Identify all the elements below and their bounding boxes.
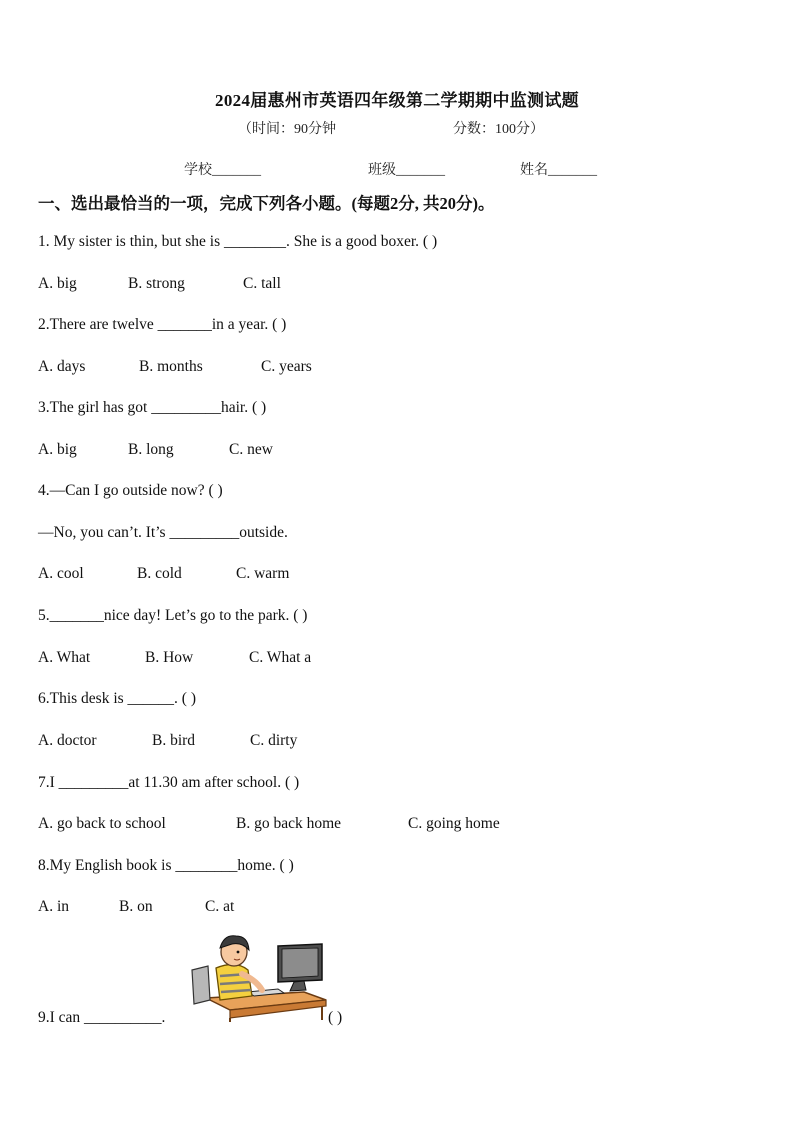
- question-4-options: [38, 565, 289, 583]
- option-c: C. new: [229, 441, 273, 458]
- option-a: A. go back to school: [38, 815, 166, 832]
- question-3: 3.The girl has got _________hair. ( ): [38, 399, 267, 416]
- option-b: B. long: [128, 441, 174, 458]
- option-b: B. cold: [137, 565, 182, 582]
- question-4-reply: —No, you can’t. It’s _________outside.: [38, 524, 288, 541]
- question-9: 9.I can __________.: [38, 1009, 166, 1026]
- option-c: C. tall: [243, 275, 281, 292]
- class-field: 班级_______: [368, 163, 445, 178]
- option-a: A. doctor: [38, 732, 97, 749]
- option-c: C. warm: [236, 565, 290, 582]
- option-a: A. big: [38, 275, 77, 292]
- option-c: C. years: [261, 358, 312, 375]
- question-9-answer-parens: ( ): [328, 1009, 343, 1026]
- option-b: B. strong: [128, 275, 185, 292]
- question-6: 6.This desk is ______. ( ): [38, 690, 197, 707]
- option-c: C. What a: [249, 649, 312, 666]
- option-c: C. going home: [408, 815, 500, 832]
- question-2: 2.There are twelve _______in a year. ( ): [38, 316, 287, 333]
- question-1-options: [38, 275, 281, 293]
- exam-time: （时间：90分钟: [238, 122, 336, 137]
- question-5-options: [38, 649, 311, 667]
- option-b: B. on: [119, 898, 153, 915]
- boy-at-computer-illustration: [186, 930, 330, 1022]
- question-8-options: [38, 898, 234, 916]
- option-b: B. months: [139, 358, 203, 375]
- name-field: 姓名_______: [520, 163, 597, 178]
- option-b: B. bird: [152, 732, 196, 749]
- question-7: 7.I _________at 11.30 am after school. ( ): [38, 774, 300, 791]
- question-6-options: [38, 732, 297, 750]
- question-2-options: [38, 358, 312, 376]
- page-title: 2024届惠州市英语四年级第二学期期中监测试题: [215, 91, 579, 110]
- question-1: 1. My sister is thin, but she is ________. She is a good boxer. ( ): [38, 233, 438, 250]
- option-a: A. cool: [38, 565, 84, 582]
- question-8: 8.My English book is ________home. ( ): [38, 857, 294, 874]
- exam-score: 分数：100分）: [453, 122, 544, 137]
- option-a: A. in: [38, 898, 69, 915]
- option-a: A. big: [38, 441, 77, 458]
- question-7-options: [38, 815, 500, 833]
- school-field: 学校_______: [184, 163, 261, 178]
- question-4: 4.—Can I go outside now? ( ): [38, 482, 223, 499]
- option-b: B. How: [145, 649, 194, 666]
- question-5: 5._______nice day! Let’s go to the park. ( ): [38, 607, 308, 624]
- option-c: C. dirty: [250, 732, 298, 749]
- section-heading: 一、选出最恰当的一项，完成下列各小题。(每题2分, 共20分)。: [38, 194, 495, 213]
- option-a: A. What: [38, 649, 91, 666]
- option-a: A. days: [38, 358, 86, 375]
- option-c: C. at: [205, 898, 235, 915]
- question-3-options: [38, 441, 273, 459]
- option-b: B. go back home: [236, 815, 342, 832]
